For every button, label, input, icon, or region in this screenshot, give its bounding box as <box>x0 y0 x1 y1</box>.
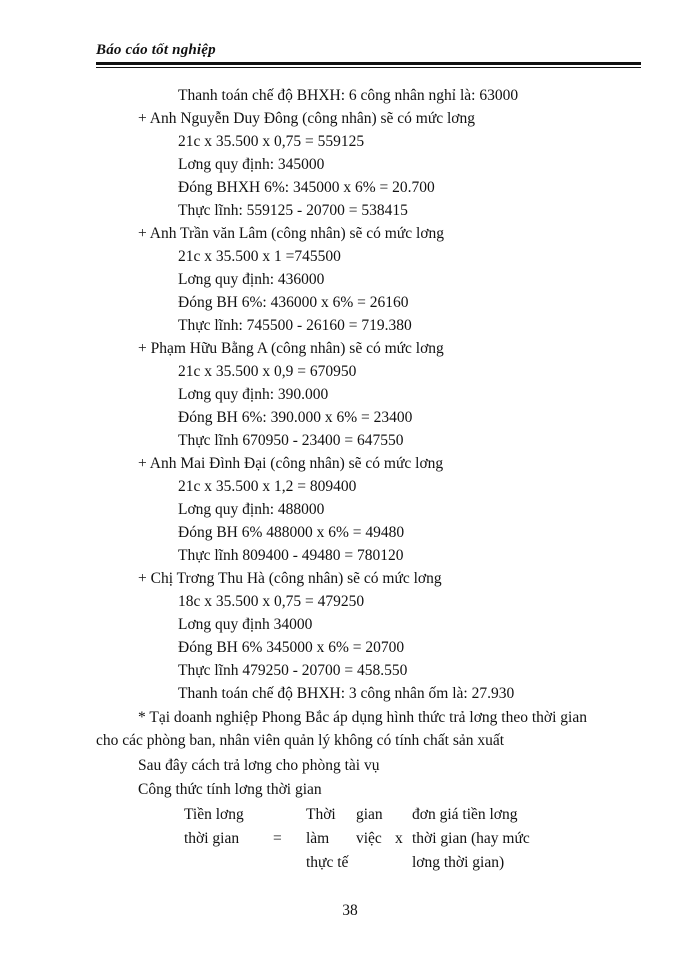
header-rule-thin <box>96 67 641 68</box>
text-line: Thực lĩnh: 745500 - 26160 = 719.380 <box>178 317 412 334</box>
header-title: Báo cáo tốt nghiệp <box>96 42 216 58</box>
text-line: Lơng quy định: 345000 <box>178 156 325 173</box>
text-line: Đóng BH 6% 345000 x 6% = 20700 <box>178 639 405 656</box>
formula-middle: thực tế <box>306 854 349 871</box>
formula-rhs: thời gian (hay mức <box>412 830 530 847</box>
text-line: + Anh Trần văn Lâm (công nhân) sẽ có mức lơng <box>138 225 445 242</box>
text-line: 21c x 35.500 x 1 =745500 <box>178 248 341 265</box>
text-line: Thực lĩnh 670950 - 23400 = 647550 <box>178 432 404 449</box>
header-rule-thick <box>96 62 641 65</box>
formula-lhs: Tiền lơng <box>184 806 244 823</box>
formula-middle: việc <box>356 830 382 847</box>
text-line: Thực lĩnh: 559125 - 20700 = 538415 <box>178 202 408 219</box>
formula-middle: Thời <box>306 806 336 823</box>
text-line: + Anh Mai Đình Đại (công nhân) sẽ có mức lơng <box>138 455 444 472</box>
page-number: 38 <box>342 902 358 919</box>
formula-rhs: đơn giá tiền lơng <box>412 806 518 823</box>
page-header <box>96 42 641 59</box>
text-line: Thực lĩnh 479250 - 20700 = 458.550 <box>178 662 408 679</box>
text-line: Thanh toán chế độ BHXH: 6 công nhân nghỉ là: 63000 <box>178 87 519 104</box>
formula-middle: làm <box>306 830 330 847</box>
formula-middle: gian <box>356 806 383 823</box>
text-line: 18c x 35.500 x 0,75 = 479250 <box>178 593 365 610</box>
text-line: Thanh toán chế độ BHXH: 3 công nhân ốm là: 27.930 <box>178 685 515 702</box>
text-line: 21c x 35.500 x 1,2 = 809400 <box>178 478 357 495</box>
formula-equals: = <box>273 830 282 847</box>
text-line: Đóng BH 6%: 436000 x 6% = 26160 <box>178 294 409 311</box>
text-line: + Chị Trơng Thu Hà (công nhân) sẽ có mức lơng <box>138 570 442 587</box>
text-line: Đóng BH 6% 488000 x 6% = 49480 <box>178 524 405 541</box>
text-line: Lơng quy định: 488000 <box>178 501 325 518</box>
text-line: Lơng quy định: 436000 <box>178 271 325 288</box>
text-line: Đóng BH 6%: 390.000 x 6% = 23400 <box>178 409 413 426</box>
text-line: 21c x 35.500 x 0,75 = 559125 <box>178 133 365 150</box>
text-line: + Phạm Hữu Bằng A (công nhân) sẽ có mức lơng <box>138 340 444 357</box>
text-line: + Anh Nguyễn Duy Đông (công nhân) sẽ có mức lơng <box>138 110 476 127</box>
paragraph-line: Công thức tính lơng thời gian <box>138 781 322 798</box>
formula-lhs: thời gian <box>184 830 240 847</box>
text-line: 21c x 35.500 x 0,9 = 670950 <box>178 363 357 380</box>
paragraph-line: Sau đây cách trả lơng cho phòng tài vụ <box>138 757 380 774</box>
text-line: Đóng BHXH 6%: 345000 x 6% = 20.700 <box>178 179 435 196</box>
formula-rhs: lơng thời gian) <box>412 854 505 871</box>
paragraph-line: * Tại doanh nghiệp Phong Bắc áp dụng hình thức trả lơng theo thời gian <box>138 709 587 726</box>
paragraph-line: cho các phòng ban, nhân viên quản lý không có tính chất sản xuất <box>96 732 505 749</box>
text-line: Thực lĩnh 809400 - 49480 = 780120 <box>178 547 404 564</box>
text-line: Lơng quy định 34000 <box>178 616 313 633</box>
formula-times: x <box>395 830 403 847</box>
text-line: Lơng quy định: 390.000 <box>178 386 329 403</box>
